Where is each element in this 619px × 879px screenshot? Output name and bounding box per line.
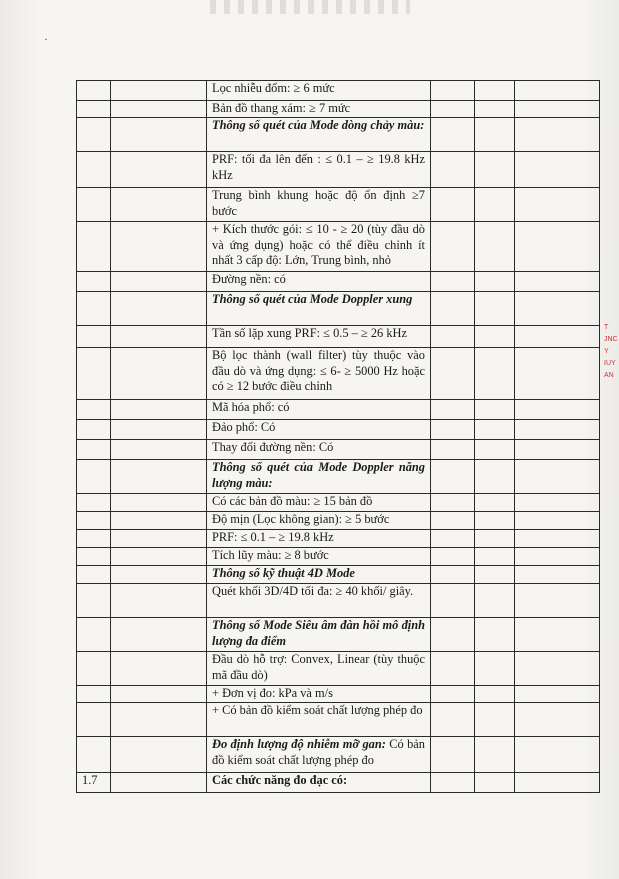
row-number-cell xyxy=(77,703,111,737)
category-cell xyxy=(111,326,207,348)
specification-cell xyxy=(207,652,431,686)
note-cell xyxy=(475,618,515,652)
remarks-cell xyxy=(515,460,600,494)
compliance-cell xyxy=(431,400,475,420)
specification-cell xyxy=(207,81,431,101)
note-cell xyxy=(475,440,515,460)
row-number-cell xyxy=(77,348,111,400)
category-cell xyxy=(111,440,207,460)
compliance-cell xyxy=(431,348,475,400)
compliance-cell xyxy=(431,530,475,548)
remarks-cell xyxy=(515,272,600,292)
note-cell xyxy=(475,703,515,737)
row-number-cell xyxy=(77,494,111,512)
row-number-cell xyxy=(77,584,111,618)
row-number-cell xyxy=(77,460,111,494)
note-cell xyxy=(475,400,515,420)
spec-text: Bản đồ thang xám: ≥ 7 mức xyxy=(212,101,351,115)
faded-header-mark xyxy=(210,0,410,14)
table-row xyxy=(77,440,600,460)
specification-cell xyxy=(207,292,431,326)
compliance-cell xyxy=(431,118,475,152)
specification-cell xyxy=(207,460,431,494)
row-number-cell xyxy=(77,188,111,222)
note-cell xyxy=(475,773,515,793)
specification-cell xyxy=(207,773,431,793)
specification-cell xyxy=(207,400,431,420)
compliance-cell xyxy=(431,548,475,566)
category-cell xyxy=(111,118,207,152)
category-cell xyxy=(111,512,207,530)
category-cell xyxy=(111,548,207,566)
remarks-cell xyxy=(515,618,600,652)
row-number-cell xyxy=(77,81,111,101)
compliance-cell xyxy=(431,494,475,512)
spec-text: + Có bản đồ kiểm soát chất lượng phép đo xyxy=(212,703,423,717)
row-number-cell xyxy=(77,440,111,460)
note-cell xyxy=(475,566,515,584)
remarks-cell xyxy=(515,348,600,400)
compliance-cell xyxy=(431,618,475,652)
spec-text: Tần số lặp xung PRF: ≤ 0.5 – ≥ 26 kHz xyxy=(212,326,407,340)
spec-text: Độ mịn (Lọc không gian): ≥ 5 bước xyxy=(212,512,390,526)
table-row xyxy=(77,618,600,652)
remarks-cell xyxy=(515,118,600,152)
specification-table-body xyxy=(77,81,600,793)
specification-table xyxy=(76,80,600,793)
category-cell xyxy=(111,81,207,101)
compliance-cell xyxy=(431,686,475,703)
spec-text: PRF: tối đa lên đến : ≤ 0.1 – ≥ 19.8 kHz kHz xyxy=(212,152,425,182)
remarks-cell xyxy=(515,512,600,530)
spec-heading-text: Thông số quét của Mode dòng chảy màu: xyxy=(212,118,425,132)
spec-text: Có các bản đồ màu: ≥ 15 bản đồ xyxy=(212,494,373,508)
spec-text: Bộ lọc thành (wall filter) tùy thuộc vào đầu dò và ứng dụng: ≤ 6- ≥ 5000 Hz hoặc có ≥ 12 bước điều chỉnh xyxy=(212,348,425,393)
row-number-cell xyxy=(77,652,111,686)
remarks-cell xyxy=(515,81,600,101)
remarks-cell xyxy=(515,703,600,737)
note-cell xyxy=(475,737,515,773)
note-cell xyxy=(475,494,515,512)
row-number-cell xyxy=(77,566,111,584)
spec-text: Quét khối 3D/4D tối đa: ≥ 40 khối/ giây. xyxy=(212,584,414,598)
compliance-cell xyxy=(431,420,475,440)
row-number-cell xyxy=(77,618,111,652)
spec-text: Mã hóa phổ: có xyxy=(212,400,290,414)
table-row xyxy=(77,530,600,548)
spec-heading-text: Thông số quét của Mode Doppler xung xyxy=(212,292,413,306)
remarks-cell xyxy=(515,222,600,272)
row-number-cell xyxy=(77,118,111,152)
compliance-cell xyxy=(431,152,475,188)
row-number-cell xyxy=(77,272,111,292)
specification-cell xyxy=(207,584,431,618)
spec-text: Lọc nhiễu đốm: ≥ 6 mức xyxy=(212,81,335,95)
row-number-cell xyxy=(77,101,111,118)
compliance-cell xyxy=(431,222,475,272)
compliance-cell xyxy=(431,440,475,460)
note-cell xyxy=(475,652,515,686)
note-cell xyxy=(475,188,515,222)
category-cell xyxy=(111,348,207,400)
table-row xyxy=(77,686,600,703)
specification-cell xyxy=(207,512,431,530)
row-number-cell xyxy=(77,400,111,420)
table-row xyxy=(77,400,600,420)
table-row xyxy=(77,81,600,101)
category-cell xyxy=(111,292,207,326)
category-cell xyxy=(111,101,207,118)
compliance-cell xyxy=(431,460,475,494)
row-number-cell xyxy=(77,530,111,548)
row-number-cell xyxy=(77,737,111,773)
remarks-cell xyxy=(515,686,600,703)
spec-heading-text: Thông số kỹ thuật 4D Mode xyxy=(212,566,355,580)
specification-cell xyxy=(207,548,431,566)
specification-cell xyxy=(207,530,431,548)
specification-cell xyxy=(207,494,431,512)
compliance-cell xyxy=(431,512,475,530)
table-row xyxy=(77,584,600,618)
remarks-cell xyxy=(515,652,600,686)
category-cell xyxy=(111,420,207,440)
specification-cell xyxy=(207,101,431,118)
remarks-cell xyxy=(515,400,600,420)
table-row xyxy=(77,222,600,272)
category-cell xyxy=(111,494,207,512)
category-cell xyxy=(111,400,207,420)
compliance-cell xyxy=(431,703,475,737)
spec-text: Thay đổi đường nền: Có xyxy=(212,440,334,454)
note-cell xyxy=(475,81,515,101)
stamp-text-line: Y xyxy=(604,348,609,355)
compliance-cell xyxy=(431,652,475,686)
row-number-cell xyxy=(77,292,111,326)
specification-cell xyxy=(207,737,431,773)
spec-heading-text: Các chức năng đo đạc có: xyxy=(212,773,348,787)
category-cell xyxy=(111,618,207,652)
remarks-cell xyxy=(515,737,600,773)
row-number-cell xyxy=(77,152,111,188)
table-row xyxy=(77,494,600,512)
remarks-cell xyxy=(515,494,600,512)
table-row xyxy=(77,152,600,188)
remarks-cell xyxy=(515,584,600,618)
remarks-cell xyxy=(515,152,600,188)
note-cell xyxy=(475,152,515,188)
compliance-cell xyxy=(431,326,475,348)
remarks-cell xyxy=(515,566,600,584)
category-cell xyxy=(111,703,207,737)
note-cell xyxy=(475,512,515,530)
table-row xyxy=(77,512,600,530)
table-row xyxy=(77,566,600,584)
table-row xyxy=(77,548,600,566)
table-row xyxy=(77,272,600,292)
spec-text: Đường nền: có xyxy=(212,272,286,286)
note-cell xyxy=(475,686,515,703)
spec-heading-text: Đo định lượng độ nhiễm mỡ gan: xyxy=(212,737,386,751)
note-cell xyxy=(475,272,515,292)
note-cell xyxy=(475,420,515,440)
specification-cell xyxy=(207,566,431,584)
remarks-cell xyxy=(515,773,600,793)
specification-cell xyxy=(207,152,431,188)
remarks-cell xyxy=(515,292,600,326)
remarks-cell xyxy=(515,101,600,118)
stamp-text-line: IUY xyxy=(604,360,616,367)
note-cell xyxy=(475,584,515,618)
category-cell xyxy=(111,530,207,548)
specification-cell xyxy=(207,272,431,292)
spec-text: Trung bình khung hoặc độ ổn định ≥7 bước xyxy=(212,188,425,218)
specification-cell xyxy=(207,326,431,348)
table-row xyxy=(77,118,600,152)
category-cell xyxy=(111,737,207,773)
specification-cell xyxy=(207,618,431,652)
specification-cell xyxy=(207,188,431,222)
spec-text: + Đơn vị đo: kPa và m/s xyxy=(212,686,333,700)
spec-text: Đầu dò hỗ trợ: Convex, Linear (tùy thuộc mã đầu dò) xyxy=(212,652,425,682)
category-cell xyxy=(111,686,207,703)
spec-text: Đảo phổ: Có xyxy=(212,420,276,434)
compliance-cell xyxy=(431,81,475,101)
stamp-text-line: AN xyxy=(604,372,614,379)
category-cell xyxy=(111,460,207,494)
table-row xyxy=(77,326,600,348)
specification-cell xyxy=(207,703,431,737)
note-cell xyxy=(475,548,515,566)
remarks-cell xyxy=(515,440,600,460)
table-row xyxy=(77,737,600,773)
specification-cell xyxy=(207,222,431,272)
table-row xyxy=(77,292,600,326)
spec-heading-text: Thông số quét của Mode Doppler năng lượng màu: xyxy=(212,460,425,490)
note-cell xyxy=(475,348,515,400)
category-cell xyxy=(111,566,207,584)
category-cell xyxy=(111,222,207,272)
spec-heading-text: Thông số Mode Siêu âm đàn hồi mô định lượng đa điểm xyxy=(212,618,425,648)
spec-detail-text: Có bản đồ kiểm soát chất lượng phép đo xyxy=(212,737,425,767)
note-cell xyxy=(475,101,515,118)
specification-cell xyxy=(207,686,431,703)
compliance-cell xyxy=(431,566,475,584)
table-row xyxy=(77,188,600,222)
specification-cell xyxy=(207,420,431,440)
compliance-cell xyxy=(431,292,475,326)
table-row xyxy=(77,348,600,400)
stamp-text-line: T xyxy=(604,324,609,331)
note-cell xyxy=(475,292,515,326)
note-cell xyxy=(475,118,515,152)
remarks-cell xyxy=(515,420,600,440)
table-row xyxy=(77,773,600,793)
specification-cell xyxy=(207,348,431,400)
table-row xyxy=(77,703,600,737)
row-number-cell xyxy=(77,222,111,272)
spec-text: PRF: ≤ 0.1 – ≥ 19.8 kHz xyxy=(212,530,334,544)
compliance-cell xyxy=(431,101,475,118)
remarks-cell xyxy=(515,326,600,348)
remarks-cell xyxy=(515,188,600,222)
note-cell xyxy=(475,326,515,348)
remarks-cell xyxy=(515,548,600,566)
note-cell xyxy=(475,222,515,272)
remarks-cell xyxy=(515,530,600,548)
spec-text: Tích lũy màu: ≥ 8 bước xyxy=(212,548,329,562)
red-stamp-fragment xyxy=(604,322,619,422)
compliance-cell xyxy=(431,773,475,793)
compliance-cell xyxy=(431,584,475,618)
row-number-cell xyxy=(77,686,111,703)
category-cell xyxy=(111,652,207,686)
spec-text: + Kích thước gói: ≤ 10 - ≥ 20 (tùy đầu dò và ứng dụng) hoặc có thể điều chỉnh ít nhất 3 cấp độ: Lớn, Trung bình, nhỏ xyxy=(212,222,425,267)
category-cell xyxy=(111,188,207,222)
specification-cell xyxy=(207,118,431,152)
row-number-cell xyxy=(77,420,111,440)
table-row xyxy=(77,460,600,494)
row-number-cell xyxy=(77,512,111,530)
category-cell xyxy=(111,272,207,292)
row-number-cell xyxy=(77,326,111,348)
note-cell xyxy=(475,460,515,494)
table-row xyxy=(77,101,600,118)
compliance-cell xyxy=(431,188,475,222)
category-cell xyxy=(111,152,207,188)
row-number-cell: 1.7 xyxy=(77,773,111,793)
stamp-text-line: JNC xyxy=(604,336,618,343)
table-row xyxy=(77,652,600,686)
compliance-cell xyxy=(431,737,475,773)
specification-cell xyxy=(207,440,431,460)
category-cell xyxy=(111,584,207,618)
row-number-cell xyxy=(77,548,111,566)
table-row xyxy=(77,420,600,440)
category-cell xyxy=(111,773,207,793)
note-cell xyxy=(475,530,515,548)
compliance-cell xyxy=(431,272,475,292)
scan-speck: · xyxy=(44,32,48,46)
